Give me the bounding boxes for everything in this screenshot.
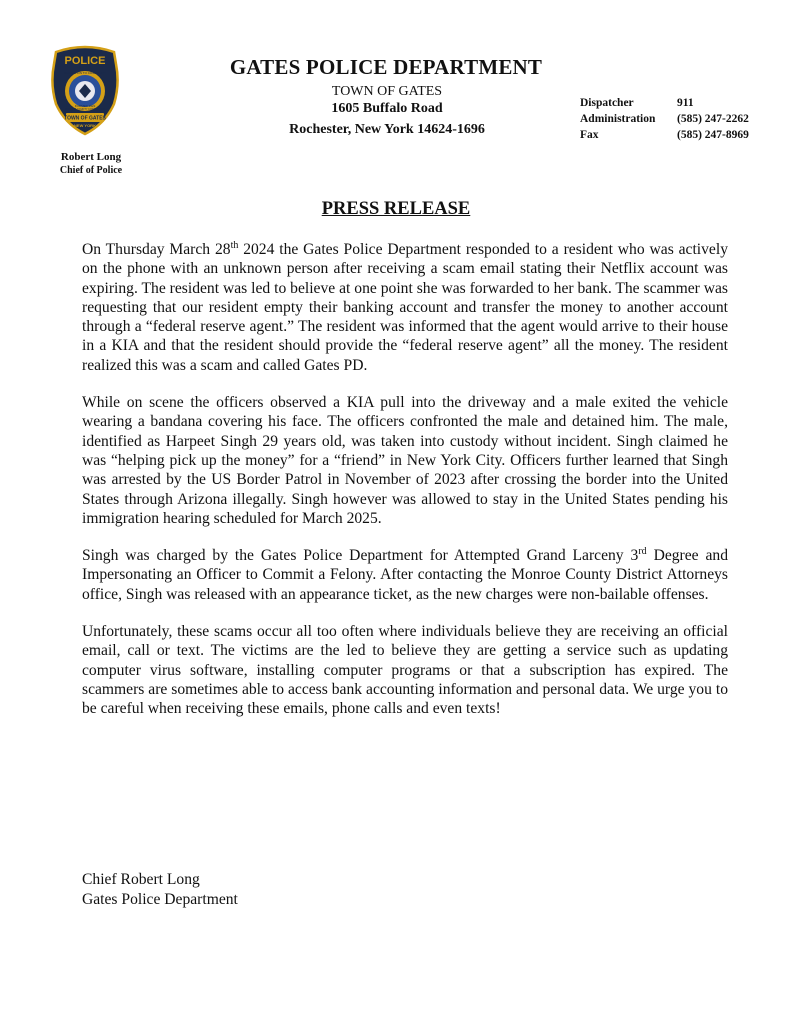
paragraph-2: While on scene the officers observed a KIA pull into the driveway and a male exited the vehicle wearing a bandana covering his face. The officers confronted the male and detained him. The male, identified as Harpeet Singh 29 years old, was taken into custody without incident. Singh claimed he was “helping pick up the money” for a “friend” in New York City. Officers further learned that Singh was arrested by the US Border Patrol in November of 2023 after crossing the border into the United States through Arizona illegally. Singh however was allowed to stay in the United States pending his immigration hearing scheduled for March 2025. <box>82 394 728 527</box>
contact-label: Dispatcher <box>580 97 634 109</box>
street-address: 1605 Buffalo Road <box>331 101 443 116</box>
paragraph-1-text-a: On Thursday March 28 <box>82 241 231 258</box>
paragraph-1-text-b: 2024 the Gates Police Department responded to a resident who was actively on the phone with an unknown person after receiving a scam email stating their Netflix account was expiring. The resident was led to believe at one point she was forwarded to her bank. The scammer was requesting that our resident empty their banking account and transfer the money to another account through a “federal reserve agent.” The resident was informed that the agent would arrive to their house in a KIA and that the resident should provide the “federal reserve agent” all the money. The resident realized this was a scam and called Gates PD. <box>82 241 728 374</box>
paragraph-3-text-b: Degree and Impersonating an Officer to Commit a Felony. After contacting the Monroe County District Attorneys office, Singh was released with an appearance ticket, as the new charges were non-bailable offenses. <box>82 547 728 603</box>
badge-top-text: POLICE <box>64 55 106 67</box>
badge-state-text: NEW YORK <box>74 123 96 128</box>
signature-name: Chief Robert Long <box>82 871 200 888</box>
contact-row-fax <box>580 127 749 143</box>
chief-title: Chief of Police <box>59 165 123 176</box>
contact-value: 911 <box>677 97 694 109</box>
ordinal-suffix: rd <box>638 545 647 557</box>
contact-value: (585) 247-8969 <box>677 129 749 141</box>
contact-row-dispatcher <box>580 95 749 111</box>
paragraph-4: Unfortunately, these scams occur all too often where individuals believe they are receiving an official email, call or text. The victims are the led to believe they are getting a service such as updating computer virus software, installing computer programs or that a subscription has expired. The scammers are sometimes able to access bank accounting information and personal data. We urge you to be careful when receiving these emails, phone calls and even texts! <box>82 623 728 718</box>
department-title: GATES POLICE DEPARTMENT <box>229 55 543 79</box>
badge-county-text: MONROE COUNTY CONNECTION <box>65 108 105 111</box>
press-release-heading: PRESS RELEASE <box>321 199 471 219</box>
paragraph-1 <box>82 240 728 375</box>
badge-ring-text: DEDICATION TO COMMUNITY <box>63 71 107 75</box>
contact-row-administration <box>580 111 749 127</box>
chief-name: Robert Long <box>60 151 122 163</box>
badge-year-text: FORMED 1922 <box>74 104 96 108</box>
signature-department: Gates Police Department <box>82 891 238 908</box>
contact-label: Fax <box>580 129 599 141</box>
press-release-body <box>82 240 728 737</box>
ordinal-suffix: th <box>230 239 239 251</box>
contact-value: (585) 247-2262 <box>677 113 749 125</box>
badge-town-text: TOWN OF GATES <box>64 115 106 122</box>
signature-block <box>82 870 238 910</box>
police-badge-logo <box>50 44 120 136</box>
contact-label: Administration <box>580 113 656 125</box>
city-address: Rochester, New York 14624-1696 <box>289 122 485 137</box>
town-name: TOWN OF GATES <box>331 84 443 99</box>
contact-list <box>580 95 749 143</box>
paragraph-3 <box>82 546 728 604</box>
paragraph-3-text-a: Singh was charged by the Gates Police Department for Attempted Grand Larceny 3 <box>82 547 639 565</box>
chief-block <box>48 151 134 177</box>
